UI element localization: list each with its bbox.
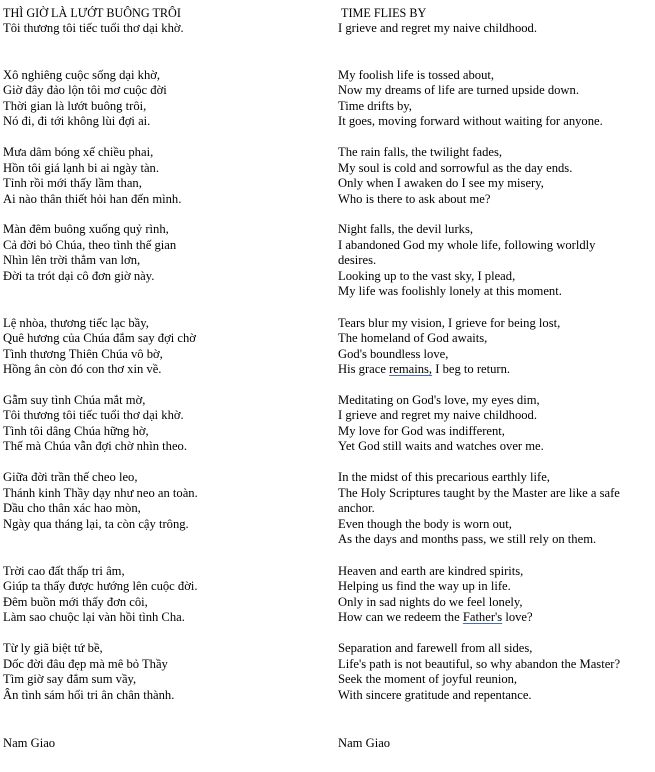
poem-line: With sincere gratitude and repentance.	[338, 688, 532, 702]
poem-line	[338, 362, 510, 378]
poem-line: Trời cao đất thấp tri âm,	[3, 564, 125, 578]
poem-line: Nhìn lên trời thẳm van lơn,	[3, 253, 141, 267]
poem-line: Xô nghiêng cuộc sống dại khờ,	[3, 68, 161, 82]
poem-line: Cả đời bỏ Chúa, theo tình thế gian	[3, 238, 177, 252]
poem-line: Only in sad nights do we feel lonely,	[338, 595, 523, 609]
poem-line: Only when I awaken do I see my misery,	[338, 176, 544, 190]
intro-line: I grieve and regret my naive childhood.	[338, 21, 537, 35]
poem-line: Từ ly giã biệt tứ bề,	[3, 641, 103, 655]
poem-line: I abandoned God my whole life, following worldly	[338, 238, 596, 252]
poem-line: The Holy Scriptures taught by the Master are like a safe	[338, 486, 620, 500]
poem-line: Giờ đây đảo lộn tôi mơ cuộc đời	[3, 83, 167, 97]
underlined-word: remains,	[389, 362, 433, 376]
poem-line	[338, 610, 533, 626]
poem-line: Life's path is not beautiful, so why abandon the Master?	[338, 657, 621, 671]
poem-line: Nó đi, đi tới không lùi đợi ai.	[3, 114, 151, 128]
line-text: love?	[502, 610, 533, 624]
line-text: I beg to return.	[432, 362, 511, 376]
poem-line: I grieve and regret my naive childhood.	[338, 408, 537, 422]
poem-line: Hồng ân còn đó con thơ xin về.	[3, 362, 162, 376]
poem-line: Helping us find the way up in life.	[338, 579, 511, 593]
poem-line: Đời ta trót dại cô đơn giờ này.	[3, 269, 155, 283]
poem-line: Tôi thương tôi tiếc tuổi thơ dại khờ.	[3, 408, 184, 422]
poem-line: It goes, moving forward without waiting for anyone.	[338, 114, 603, 128]
poem-line: Tình tôi dâng Chúa hững hờ,	[3, 424, 149, 438]
poem-line: Mưa dâm bóng xế chiều phai,	[3, 145, 154, 159]
poem-line: Yet God still waits and watches over me.	[338, 439, 544, 453]
poem-line: Lệ nhòa, thương tiếc lạc bầy,	[3, 316, 149, 330]
poem-line: Hồn tôi giá lạnh bi ai ngày tàn.	[3, 161, 159, 175]
poem-line: Heaven and earth are kindred spirits,	[338, 564, 524, 578]
poem-line: Even though the body is worn out,	[338, 517, 512, 531]
poem-line: Thánh kinh Thầy dạy như neo an toàn.	[3, 486, 198, 500]
poem-line: Dầu cho thân xác hao mòn,	[3, 501, 141, 515]
poem-line: Thời gian là lướt buông trôi,	[3, 99, 147, 113]
poem-line: Đêm buồn mới thấy đơn côi,	[3, 595, 148, 609]
poem-line: My foolish life is tossed about,	[338, 68, 495, 82]
poem-line: anchor.	[338, 501, 375, 515]
line-text: How can we redeem the	[338, 610, 463, 624]
underlined-word: Father's	[462, 610, 503, 624]
poem-line: Seek the moment of joyful reunion,	[338, 672, 518, 686]
poem-title: TIME FLIES BY	[341, 6, 427, 20]
poem-line: Ai nào thân thiết hỏi han đến mình.	[3, 192, 182, 206]
poem-line: Ân tình sám hối tri ân chân thành.	[3, 688, 175, 702]
author-name: Nam Giao	[338, 736, 391, 750]
poem-line: Who is there to ask about me?	[338, 192, 491, 206]
poem-line: Night falls, the devil lurks,	[338, 222, 474, 236]
poem-line: Thế mà Chúa vẫn đợi chờ nhìn theo.	[3, 439, 187, 453]
poem-line: Giúp ta thấy được hướng lên cuộc đời.	[3, 579, 198, 593]
poem-line: Now my dreams of life are turned upside down.	[338, 83, 579, 97]
poem-line: Tình thương Thiên Chúa vô bờ,	[3, 347, 163, 361]
poem-line: Giữa đời trần thế cheo leo,	[3, 470, 138, 484]
poem-line: Meditating on God's love, my eyes dim,	[338, 393, 540, 407]
poem-line: The rain falls, the twilight fades,	[338, 145, 503, 159]
poem-line: As the days and months pass, we still rely on them.	[338, 532, 597, 546]
poem-line: My love for God was indifferent,	[338, 424, 505, 438]
poem-line: desires.	[338, 253, 377, 267]
poem-line: Separation and farewell from all sides,	[338, 641, 533, 655]
poem-line: Tỉnh rồi mới thấy lầm than,	[3, 176, 142, 190]
poem-line: Ngày qua tháng lại, ta còn cậy trông.	[3, 517, 189, 531]
poem-title: THÌ GIỜ LÀ LƯỚT BUÔNG TRÔI	[3, 6, 181, 20]
line-text: His grace	[338, 362, 390, 376]
poem-line: Tears blur my vision, I grieve for being lost,	[338, 316, 561, 330]
poem-line: The homeland of God awaits,	[338, 331, 488, 345]
poem-line: Time drifts by,	[338, 99, 412, 113]
poem-line: Dốc đời đâu đẹp mà mê bỏ Thầy	[3, 657, 168, 671]
poem-line: Looking up to the vast sky, I plead,	[338, 269, 516, 283]
poem-line: My soul is cold and sorrowful as the day ends.	[338, 161, 573, 175]
poem-line: Tìm giờ say đắm sum vầy,	[3, 672, 137, 686]
poem-line: In the midst of this precarious earthly life,	[338, 470, 550, 484]
poem-line: God's boundless love,	[338, 347, 449, 361]
poem-line: Màn đêm buông xuống quỷ rình,	[3, 222, 169, 236]
intro-line: Tôi thương tôi tiếc tuổi thơ dại khờ.	[3, 21, 184, 35]
poem-line: Quê hương của Chúa đắm say đợi chờ	[3, 331, 196, 345]
poem-line: Làm sao chuộc lại vàn hồi tình Cha.	[3, 610, 185, 624]
poem-line: My life was foolishly lonely at this moment.	[338, 284, 562, 298]
poem-line: Gẫm suy tình Chúa mắt mờ,	[3, 393, 146, 407]
author-name: Nam Giao	[3, 736, 56, 750]
